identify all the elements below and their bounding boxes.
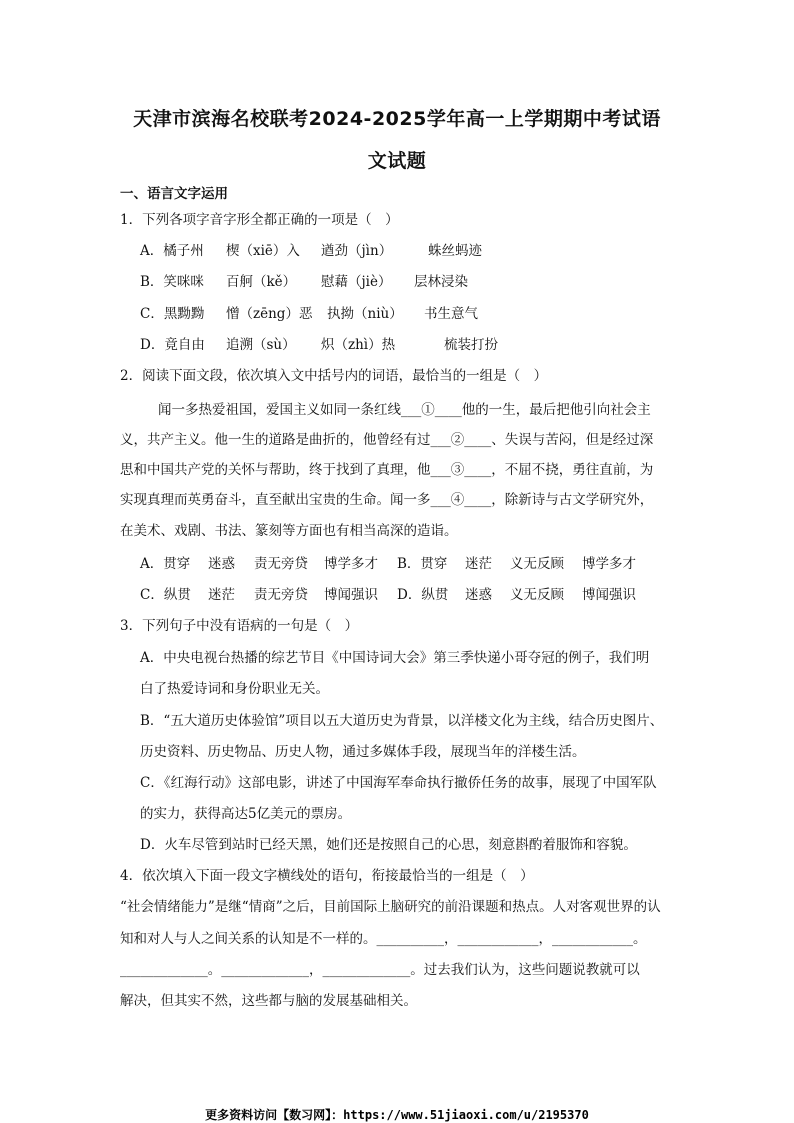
- q3-stem: 3．下列句子中没有语病的一句是（ ）: [120, 618, 359, 634]
- q3-option-c: C．《红海行动》这部电影，讲述了中国海军奉命执行撤侨任务的故事，展现了中国军队: [140, 775, 657, 791]
- q1-a-2: 楔（xiē）入: [226, 243, 300, 259]
- page-title-line1: 天津市滨海名校联考2024-2025学年高一上学期期中考试语: [133, 108, 661, 130]
- q4-paragraph-line: 知和对人与人之间关系的认知是不一样的。__________，____________，____________。: [120, 931, 647, 947]
- q1-stem: 1．下列各项字音字形全都正确的一项是（ ）: [120, 212, 399, 228]
- q2-a-4: 博学多才: [324, 556, 378, 572]
- q3-option-a: A．中央电视台热播的综艺节目《中国诗词大会》第三季快递小哥夺冠的例子，我们明: [140, 650, 650, 666]
- q2-c-1: C．纵贯: [140, 587, 191, 603]
- q1-d-4: 梳装打扮: [444, 337, 498, 353]
- q1-c-1: C．黑黝黝: [140, 306, 205, 322]
- q2-d-1: D．纵贯: [397, 587, 449, 603]
- page-title-line2: 文试题: [367, 150, 427, 172]
- q1-c-2: 憎（zēng）恶: [226, 306, 313, 322]
- q2-passage-line: 实现真理而英勇奋斗，直至献出宝贵的生命。闻一多___④____，除新诗与古文学研究外，: [120, 492, 654, 508]
- q4-paragraph-line: 解决，但其实不然，这些都与脑的发展基础相关。: [120, 993, 417, 1009]
- q2-b-3: 义无反顾: [510, 556, 564, 572]
- q1-a-4: 蛛丝蚂迹: [428, 243, 482, 259]
- q2-a-3: 责无旁贷: [254, 556, 308, 572]
- q3-option-c-cont: 的实力，获得高达5亿美元的票房。: [140, 806, 352, 822]
- q1-b-2: 百舸（kě）: [226, 274, 297, 290]
- q2-d-4: 博闻强识: [582, 587, 636, 603]
- q4-stem: 4．依次填入下面一段文字横线处的语句，衔接最恰当的一组是（ ）: [120, 868, 534, 884]
- footer-link[interactable]: 更多资料访问【数习网】：https://www.51jiaoxi.com/u/2195370: [205, 1108, 589, 1122]
- q3-option-b-cont: 历史资料、历史物品、历史人物，通过多媒体手段，展现当年的洋楼生活。: [140, 744, 586, 760]
- q1-b-1: B．笑咪咪: [140, 274, 204, 290]
- q1-a-1: A．橘子州: [140, 243, 204, 259]
- q2-b-4: 博学多才: [582, 556, 636, 572]
- q3-option-b: B．“五大道历史体验馆”项目以五大道历史为背景，以洋楼文化为主线，结合历史图片、: [140, 713, 664, 729]
- q4-paragraph-line: _____________。_____________，_____________。过去我们认为，这些问题说教就可以: [120, 962, 640, 978]
- q2-stem: 2．阅读下面文段，依次填入文中括号内的词语，最恰当的一组是（ ）: [120, 368, 548, 384]
- q3-option-d: D．火车尽管到站时已经天黑，她们还是按照自己的心思，刻意斟酌着服饰和容貌。: [140, 837, 637, 853]
- q1-b-3: 慰藉（jiè）: [321, 274, 392, 290]
- section-heading: 一、语言文字运用: [120, 186, 228, 202]
- q3-option-a-cont: 白了热爱诗词和身份职业无关。: [140, 681, 329, 697]
- q2-passage-line: 在美术、戏剧、书法、篆刻等方面也有相当高深的造诣。: [120, 523, 458, 539]
- q4-paragraph-line: “社会情绪能力”是继“情商”之后，目前国际上脑研究的前沿课题和热点。人对客观世界的认: [120, 899, 661, 915]
- q2-b-2: 迷茫: [465, 556, 492, 572]
- q2-c-4: 博闻强识: [324, 587, 378, 603]
- q2-d-2: 迷惑: [465, 587, 492, 603]
- q1-d-2: 追溯（sù）: [226, 337, 296, 353]
- q2-d-3: 义无反顾: [510, 587, 564, 603]
- q2-passage-line: 思和中国共产党的关怀与帮助，终于找到了真理，他___③____，不屈不挠，勇往直前，为: [120, 462, 654, 478]
- q1-c-3: 执拗（niù）: [327, 306, 403, 322]
- q1-c-4: 书生意气: [424, 306, 478, 322]
- q2-passage-line: 义，共产主义。他一生的道路是曲折的，他曾经有过___②____、失误与苦闷，但是经过深: [120, 432, 654, 448]
- q2-passage-line: 闻一多热爱祖国，爱国主义如同一条红线___①____他的一生，最后把他引向社会主: [158, 402, 651, 418]
- q2-a-1: A．贯穿: [140, 556, 191, 572]
- q2-c-3: 责无旁贷: [254, 587, 308, 603]
- q2-b-1: B．贯穿: [397, 556, 448, 572]
- q2-a-2: 迷惑: [208, 556, 235, 572]
- q1-b-4: 层林浸染: [414, 274, 468, 290]
- q2-c-2: 迷茫: [208, 587, 235, 603]
- q1-d-3: 炽（zhì）热: [321, 337, 396, 353]
- q1-d-1: D．竟自由: [140, 337, 205, 353]
- q1-a-3: 遒劲（jìn）: [321, 243, 393, 259]
